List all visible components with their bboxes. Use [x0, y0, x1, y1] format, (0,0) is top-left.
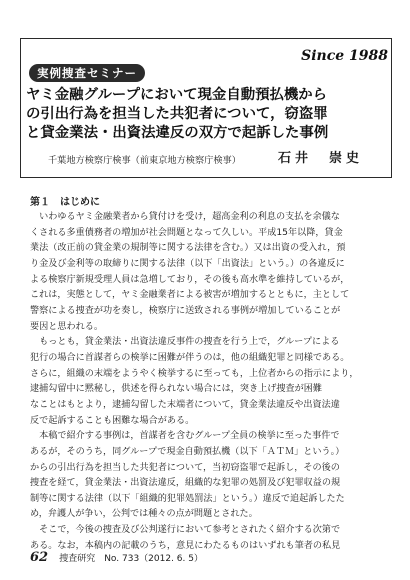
text-line: からの引出行為を担当した共犯者について，当初窃盗罪で起訴し，その後の: [30, 462, 340, 473]
article-body: [30, 210, 386, 554]
text-line: これは，実態として，ヤミ金融業者による被害が増加するとともに，主として: [30, 290, 350, 301]
author-name: 石井 崇史: [278, 151, 364, 166]
text-line: 警察による捜査が功を奏し，検察庁に送致される事例が増加していることが: [30, 305, 341, 316]
text-line: 捜査を経て，貸金業法・出資法違反，組織的な犯罪の処罰及び犯罪収益の規: [30, 478, 341, 489]
text-line: 要因と思われる。: [30, 321, 103, 332]
paragraph: [30, 429, 386, 523]
title-line: ヤミ金融グループにおいて現金自動預払機から: [26, 87, 328, 103]
page-number: 62: [30, 550, 49, 565]
section-heading: 第１ はじめに: [30, 197, 100, 208]
text-line: 逮捕勾留中に黙秘し，供述を得られない場合には，突き上げ捜査が困難: [30, 384, 322, 395]
text-line: よる検察庁新規受理人員は急増しており，その後も高水準を維持しているが，: [30, 274, 350, 285]
text-line: ある。なお，本稿内の記載のうち，意見にわたるものはいずれも筆者の私見: [30, 540, 341, 551]
series-badge: 実例捜査セミナー: [29, 64, 145, 82]
text-line: なことはもとより，逮捕勾留した末端者について，貸金業法違反や出資法違: [30, 399, 340, 410]
journal-citation: 捜査研究 No. 733（2012. 6. 5）: [59, 554, 203, 564]
author-affiliation: 千葉地方検察庁検事（前東京地方検察庁検事）: [48, 155, 241, 166]
text-line: 犯行の場合に首謀者らの検挙に困難が伴うのは，他の組織犯罪と同様である。: [30, 352, 350, 363]
text-line: 業法（改正前の貸金業の規制等に関する法律を含む。）又は出資の受入れ，預: [30, 243, 346, 254]
page-footer: [30, 546, 203, 565]
title-line: の引出行為を担当した共犯者について，窃盗罪: [26, 106, 328, 122]
text-line: いわゆるヤミ金融業者から貸付けを受け，超高金利の利息の支払を余儀な: [30, 212, 340, 222]
text-line: め，弁護人が争い，公判では種々の点が問題とされた。: [30, 509, 258, 520]
text-line: あるが，そのうち，同グループで現金自動預払機（以下「ＡＴＭ」という。）: [30, 446, 345, 457]
since-label: Since 1988: [301, 48, 388, 64]
article-title: [26, 86, 386, 143]
paragraph: [30, 335, 386, 429]
text-line: さらに，組織の末端をようやく検挙するに至っても，上位者からの指示により，: [30, 368, 359, 379]
title-line: と貸金業法・出資法違反の双方で起訴した事例: [26, 125, 329, 141]
paragraph: [30, 210, 386, 335]
text-line: もっとも，貸金業法・出資法違反事件の捜査を行う上で，グループによる: [30, 337, 340, 348]
text-line: 反で起訴することも困難な場合がある。: [30, 415, 195, 426]
text-line: そこで，今後の捜査及び公判遂行において参考とされたく紹介する次第で: [30, 525, 341, 536]
text-line: くされる多重債務者の増加が社会問題となって久しい。平成15年以降，貸金: [30, 227, 343, 238]
text-line: 制等に関する法律（以下「組織的犯罪処罰法」という。）違反で追起訴したた: [30, 493, 345, 504]
text-line: り金及び金利等の取締りに関する法律（以下「出資法」という。）の各違反に: [30, 258, 345, 269]
text-line: 本稿で紹介する事例は，首謀者を含むグループ全員の検挙に至った事件で: [30, 431, 340, 442]
